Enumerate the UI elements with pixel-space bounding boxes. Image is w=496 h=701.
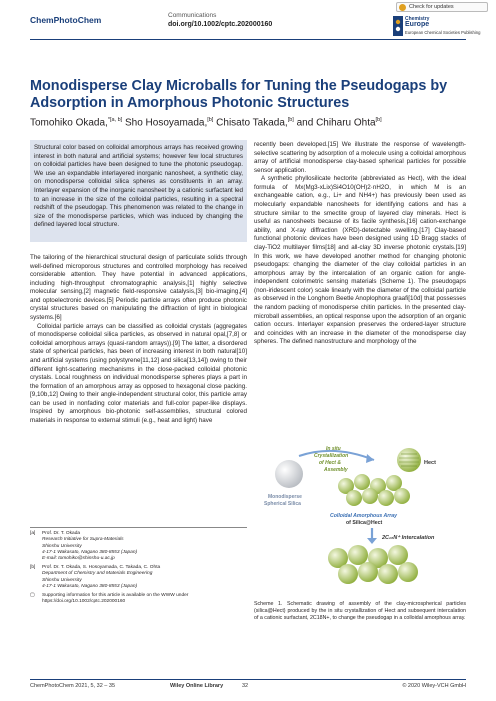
scheme-1-figure bbox=[254, 438, 466, 598]
footnote-line: Research Initiative for Supra-Materials bbox=[42, 537, 124, 543]
publisher-top: Chemistry bbox=[405, 16, 430, 22]
doi-link[interactable]: doi.org/10.1002/cptc.202000160 bbox=[168, 21, 273, 28]
footnote-line: 4-17-1 Wakasato, Nagano 380-8553 (Japan) bbox=[42, 549, 138, 555]
silica-sphere bbox=[275, 460, 303, 488]
footnote-email-link[interactable]: E-mail: tomohiko@shinshu-u.ac.jp bbox=[42, 556, 115, 562]
footnote-line: Prof. Dr. T. Okada bbox=[42, 531, 81, 536]
label-hect: Hect bbox=[424, 460, 436, 466]
author-name: Tomohiko Okada, bbox=[30, 117, 108, 129]
footer-page-number: 32 bbox=[242, 683, 249, 689]
label-crystallization: Crystallization bbox=[314, 453, 349, 459]
check-updates-button[interactable] bbox=[396, 2, 488, 12]
publisher-subtitle: European Chemical Societies Publishing bbox=[405, 30, 481, 35]
footnote-line: Department of Chemistry and Materials Engineering bbox=[42, 571, 153, 577]
supporting-info-link[interactable]: Supporting information for this article is available on the WWW under https://doi.org/10.1002/cptc.202000160 bbox=[42, 593, 189, 605]
author-affiliation: [b] bbox=[375, 117, 382, 123]
body-paragraph: A synthetic phyllosilicate hectorite (abbreviated as Hect), with the ideal formula of Mx(Mg3-xLix)Si4O10(OH)2·nH2O, in which M is an exchangeable cation, e.g., Li+ and NH4+) has previously been used as molecularly expandable nanosheets for identifying cations and has a structure similar to the smectite group of layered clay minerals. Hect is useful as nanosheets because of its facile synthesis,[16] cation-exchange ability, and X-ray diffraction (XRD)-detectable swelling.[17] Clay-based functional photonic devices have been designed using 1D Bragg stacks of clay-TiO2 multilayer films[18] and all-clay 3D inverse photonic crystals.[19] In this work, we have developed another method for changing photonic pseudogaps: changing the diameter of the clay colloidal particles in an amorphous array by the intercalation of an organic cation for angle-independent colorimetric sensing materials (Scheme 1). The pseudogaps (non-iridescent color) scale linearly with the diameter of the colloidal particle as observed in the Longhorn Beetle Anoplophora graafi[10d] that possesses the random packing of monodisperse chitin particles. In the presented clay-microball assemblies, an optical response upon the adsorption of an organic cation occurs. Interlayer expansion preserves the ordered-layer structure and coincides with an increase in the diameter of the monodisperse clay spheres. The defined nanostructure and morphology of the bbox=[254, 175, 466, 346]
footer-rule bbox=[30, 679, 466, 680]
body-column-right bbox=[254, 141, 466, 347]
footnote-line: Prof. Dr. T. Okada, S. Hosoyamada, C. Takada, C. Ohta bbox=[42, 565, 161, 570]
footnote-label: [b] bbox=[30, 565, 36, 570]
author-affiliation: [b] bbox=[287, 117, 294, 123]
author-name: and Chiharu Ohta bbox=[293, 117, 376, 129]
footnote-supporting-info bbox=[30, 593, 247, 606]
footnote-line: Shinshu University bbox=[42, 577, 82, 583]
author-name: Sho Hosoyamada, bbox=[122, 117, 208, 129]
label-silica-hect: of Silica@Hect bbox=[346, 520, 383, 526]
header-rule bbox=[30, 39, 466, 40]
article-type: Communications bbox=[168, 12, 217, 19]
chemistry-europe-logo-icon bbox=[393, 16, 403, 36]
label-array: Colloidal Amorphous Array bbox=[330, 513, 398, 519]
label-of-hect: of Hect & bbox=[319, 460, 341, 466]
journal-name: ChemPhotoChem bbox=[30, 15, 102, 25]
footer-library-link[interactable]: Wiley Online Library bbox=[170, 683, 224, 689]
author-name: Chisato Takada, bbox=[213, 117, 288, 129]
footnote-affiliation-b bbox=[30, 565, 247, 590]
label-assembly: Assembly bbox=[324, 467, 348, 473]
update-icon bbox=[399, 4, 406, 11]
label-monodisperse: Monodisperse bbox=[268, 494, 302, 500]
abstract-box: Structural color based on colloidal amorphous arrays has received growing interest in both natural and artificial systems; however few local structures on colloidal particles have been designed to tune the photonic pseudogap. We use an expandable interlayered inorganic nanosheet, a synthetic clay, on monodisperse colloidal silica spheres as constituents in an array. Interlayer expansion of the inorganic nanosheet by a cationic surfactant led to an increase in the size of the colloidal particles, resulting in a spectral redshift of the pseudogap. This phenomenon was related to the change in size of the monodisperse particles, which was induced by changing the defined layered local structure. bbox=[30, 140, 247, 242]
body-paragraph: The tailoring of the hierarchical structural design of particulate solids through well-defined microporous structures and controlled morphology has received considerable attention. They have potential in advanced applications, including high-throughput chromatographic analysis,[1] highly selective molecular sensing,[2] magnetic field-responsive catalysis,[3] bio-imaging,[4] and optoelectronic devices.[5] Periodic particle arrays often produce photonic crystal structures based on manipulating the diffraction of light in biological systems.[6] bbox=[30, 254, 247, 322]
colloidal-array-before bbox=[338, 474, 410, 506]
footer-citation: ChemPhotoChem 2021, 5, 32 – 35 bbox=[30, 683, 116, 689]
publisher-name: Europe bbox=[405, 21, 430, 28]
footer-copyright: © 2020 Wiley-VCH GmbH bbox=[402, 683, 466, 689]
footnote-label: [a] bbox=[30, 531, 36, 536]
label-spherical-silica: Spherical Silica bbox=[264, 501, 301, 507]
check-updates-label: Check for updates bbox=[409, 4, 454, 10]
author-affiliation: [b] bbox=[207, 117, 214, 123]
author-list bbox=[30, 117, 466, 128]
colloidal-array-after bbox=[328, 545, 418, 584]
label-intercalation: 2C₁₈N⁺ Intercalation bbox=[382, 535, 435, 541]
author-affiliation: *[a, b] bbox=[107, 117, 123, 123]
scheme-caption: Scheme 1. Schematic drawing of assembly of the clay-microspherical particles (silica@Hect) produced by the in situ crystallization of Hect and subsequent intercalation of a cationic surfactant, 2C18N+, to change the pseudogap in a colloidal amorphous array. bbox=[254, 601, 466, 621]
label-in-situ: In situ bbox=[326, 446, 341, 452]
footnote-line: Shinshu University bbox=[42, 543, 82, 549]
article-title: Monodisperse Clay Microballs for Tuning the Pseudogaps by Adsorption in Amorphous Photonic Structures bbox=[30, 78, 448, 111]
hect-particle bbox=[397, 448, 421, 472]
body-paragraph: recently been developed.[15] We illustrate the response of wavelength-selective scattering by adsorption of a molecule using a colloidal amorphous array of artificial monodisperse clay-based spherical particles for possible sensor application. bbox=[254, 141, 466, 174]
footnote-affiliation-a bbox=[30, 531, 247, 562]
body-paragraph: Colloidal particle arrays can be classified as colloidal crystals (aggregates of monodisperse colloidal silica particles, as observed in natural opal,[7,8] or colloidal amorphous arrays (quasi-random arrays)).[9] The latter, a disordered state of spherical particles, has been of increasing interest in both natural[10] and artificial systems (using polystyrene[11,12] and silica[13,14]) owing to their different light-scattering mechanisms in the close-packed colloidal photonic crystals. Local roughness on individual monodisperse spheres plays a part in the formation of an amorphous array as opposed to hexagonal close packing.[9,10b,12] Owing to their angle-independent structural color, this particle array can be used in nonfading color materials and full-color paper-like displays. Inspired by amorphous bio-photonic self-assemblies, structural colored materials in response to external stimuli (e.g., heat and light) have bbox=[30, 322, 248, 424]
page-footer bbox=[30, 683, 466, 693]
body-column-left bbox=[30, 254, 247, 426]
footnote-line: 4-17-1 Wakasato, Nagano 380-8553 (Japan) bbox=[42, 583, 138, 589]
footnote-rule bbox=[30, 527, 247, 528]
supporting-info-icon: ▢ bbox=[30, 593, 35, 598]
